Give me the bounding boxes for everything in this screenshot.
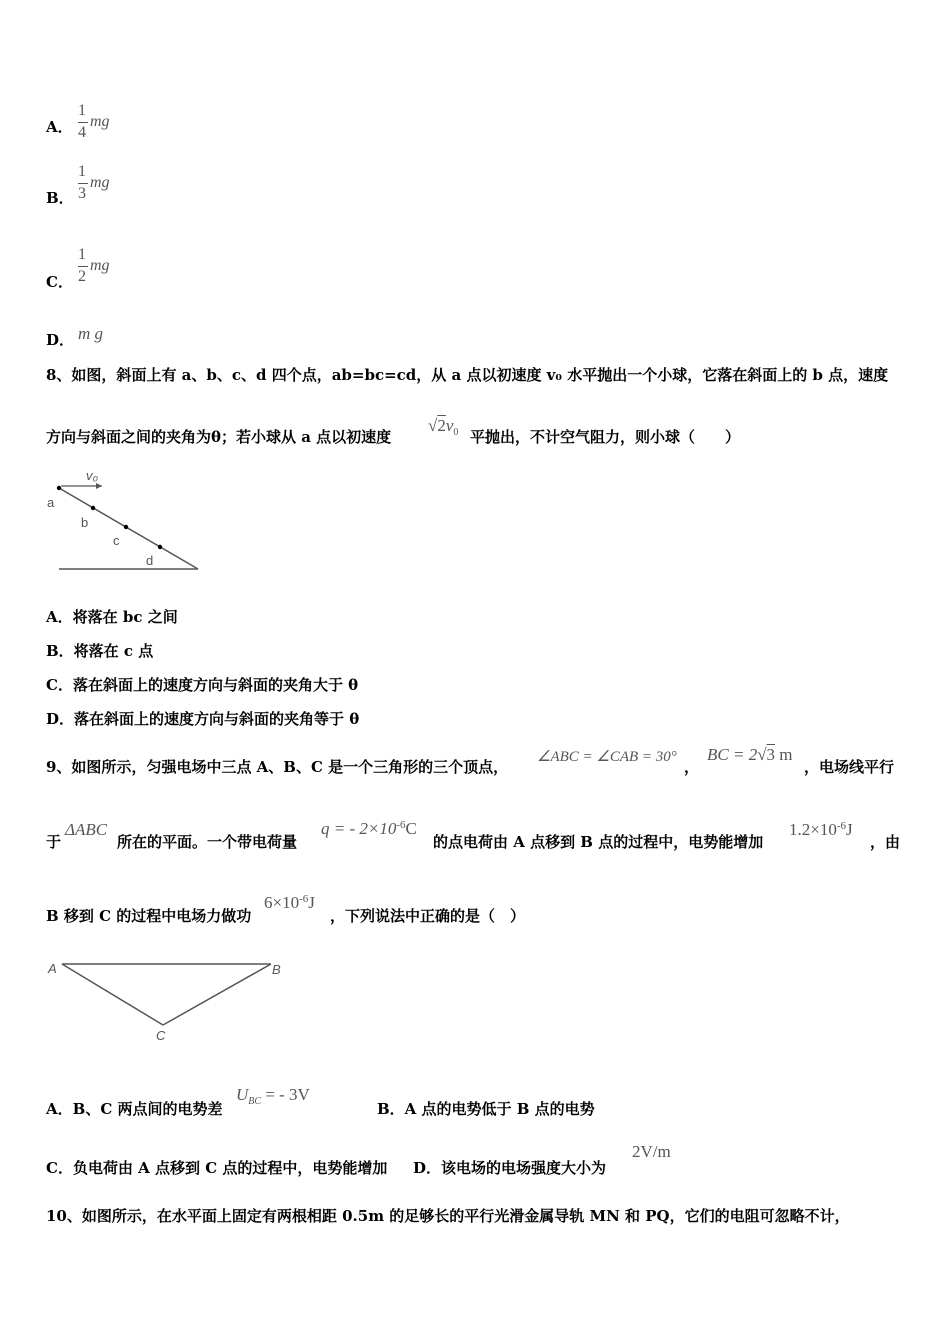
label-d: d bbox=[146, 553, 154, 568]
q9-stem-line2b: 所在的平面。一个带电荷量 bbox=[117, 833, 298, 851]
label-b: b bbox=[81, 515, 89, 530]
bc-unit: m bbox=[775, 745, 793, 764]
sqrt-radicand: 3 bbox=[766, 745, 776, 764]
energy-unit: J bbox=[846, 820, 853, 839]
sqrt-sign: √ bbox=[428, 416, 438, 435]
label-v0: v₀ bbox=[86, 468, 98, 483]
q9-stem-line1b: ，电场线平行 bbox=[804, 758, 895, 776]
label-C: C bbox=[156, 1028, 166, 1043]
q8-stem-line2a: 方向与斜面之间的夹角为θ；若小球从 a 点以初速度 bbox=[46, 428, 392, 446]
q9-stem-line1a: 9、如图所示，匀强电场中三点 A、B、C 是一个三角形的三个顶点， bbox=[46, 758, 509, 776]
q9-option-a-math bbox=[236, 1085, 310, 1107]
side-ac bbox=[62, 964, 163, 1025]
fraction-bar bbox=[78, 266, 88, 267]
sqrt-radicand: 2 bbox=[437, 416, 446, 435]
work-expression: 6×10 bbox=[264, 893, 300, 912]
q9-comma: ， bbox=[684, 758, 700, 776]
fraction-denominator: 2 bbox=[78, 268, 86, 285]
q9-stem-line3a: B 移到 C 的过程中电场力做功 bbox=[46, 907, 252, 925]
fraction-bar bbox=[78, 122, 88, 123]
work-unit: J bbox=[308, 893, 315, 912]
q8-initial-speed-math bbox=[428, 416, 458, 438]
fraction-denominator: 3 bbox=[78, 185, 86, 202]
charge-expression: q = - 2×10 bbox=[321, 819, 397, 838]
q8-option-d: D．落在斜面上的速度方向与斜面的夹角等于 θ bbox=[46, 710, 360, 728]
work-exponent: -6 bbox=[299, 893, 309, 905]
q7-option-c-label: C． bbox=[46, 273, 73, 291]
q8-stem-line2b: 平抛出，不计空气阻力，则小球（ ） bbox=[470, 428, 741, 446]
side-bc bbox=[163, 964, 271, 1025]
energy-expression: 1.2×10 bbox=[789, 820, 837, 839]
point-d bbox=[158, 545, 162, 549]
q7-option-d-value: m g bbox=[78, 324, 104, 343]
arrow-head bbox=[96, 483, 102, 489]
q9-stem-line2d: ，由 bbox=[870, 833, 901, 851]
fraction-numerator: 1 bbox=[78, 102, 86, 119]
label-a: a bbox=[47, 495, 55, 510]
q9-charge-math bbox=[321, 819, 417, 839]
q10-stem-line1: 10、如图所示，在水平面上固定有两根相距 0.5m 的足够长的平行光滑金属导轨 MN 和 PQ，它们的电阻可忽略不计， bbox=[46, 1207, 850, 1225]
q9-option-a: A．B、C 两点间的电势差 bbox=[46, 1100, 223, 1118]
energy-exponent: -6 bbox=[836, 820, 847, 832]
velocity-subscript: 0 bbox=[453, 427, 459, 438]
q9-angle-math: ∠ABC = ∠CAB = 30° bbox=[537, 749, 677, 765]
label-A: A bbox=[48, 961, 57, 976]
q9-stem-line2a: 于 bbox=[46, 833, 62, 851]
velocity-symbol: v bbox=[445, 416, 454, 435]
fraction-tail: mg bbox=[90, 174, 110, 191]
q7-option-d-label: D． bbox=[46, 331, 75, 349]
q8-option-a: A．将落在 bc 之间 bbox=[46, 608, 178, 626]
fraction-numerator: 1 bbox=[78, 246, 86, 263]
sqrt-sign: √ bbox=[757, 745, 767, 764]
q9-stem-line2c: 的点电荷由 A 点移到 B 点的过程中，电势能增加 bbox=[433, 833, 764, 851]
bc-expression: BC = 2 bbox=[707, 745, 758, 764]
q9-bc-math bbox=[707, 745, 793, 765]
q8-option-c: C．落在斜面上的速度方向与斜面的夹角大于 θ bbox=[46, 676, 359, 694]
q9-triangle-math: ΔABC bbox=[65, 820, 108, 839]
potential-value: = - 3V bbox=[261, 1085, 310, 1104]
q9-option-d: D．该电场的电场强度大小为 bbox=[413, 1159, 607, 1177]
fraction-denominator: 4 bbox=[78, 124, 86, 141]
label-c: c bbox=[113, 533, 120, 548]
label-B: B bbox=[272, 962, 281, 977]
point-a bbox=[57, 486, 61, 490]
q9-energy-math bbox=[789, 820, 853, 840]
q7-option-b-label: B． bbox=[46, 189, 74, 207]
potential-subscript: BC bbox=[248, 1096, 262, 1107]
fraction-numerator: 1 bbox=[78, 163, 86, 180]
point-b bbox=[91, 506, 95, 510]
point-c bbox=[124, 525, 128, 529]
q8-stem-line1: 8、如图，斜面上有 a、b、c、d 四个点，ab=bc=cd，从 a 点以初速度 v₀ 水平抛出一个小球，它落在斜面上的 b 点，速度 bbox=[46, 366, 889, 384]
charge-exponent: -6 bbox=[396, 819, 406, 831]
fraction-tail: mg bbox=[90, 257, 110, 274]
fraction-bar bbox=[78, 183, 88, 184]
q9-option-b: B．A 点的电势低于 B 点的电势 bbox=[377, 1100, 595, 1118]
q9-field-strength-math: 2V/m bbox=[632, 1142, 671, 1161]
q7-option-a-label: A． bbox=[46, 118, 73, 136]
q9-stem-line3b: ，下列说法中正确的是（ ） bbox=[330, 907, 526, 925]
q9-option-c: C．负电荷由 A 点移到 C 点的过程中，电势能增加 bbox=[46, 1159, 388, 1177]
charge-unit: C bbox=[405, 819, 417, 838]
q8-incline-figure bbox=[44, 465, 204, 575]
incline-line bbox=[59, 488, 198, 569]
fraction-tail: mg bbox=[90, 113, 110, 130]
q9-work-math bbox=[264, 893, 315, 913]
potential-symbol: U bbox=[236, 1085, 249, 1104]
q9-triangle-figure bbox=[44, 955, 294, 1050]
q8-option-b: B．将落在 c 点 bbox=[46, 642, 154, 660]
